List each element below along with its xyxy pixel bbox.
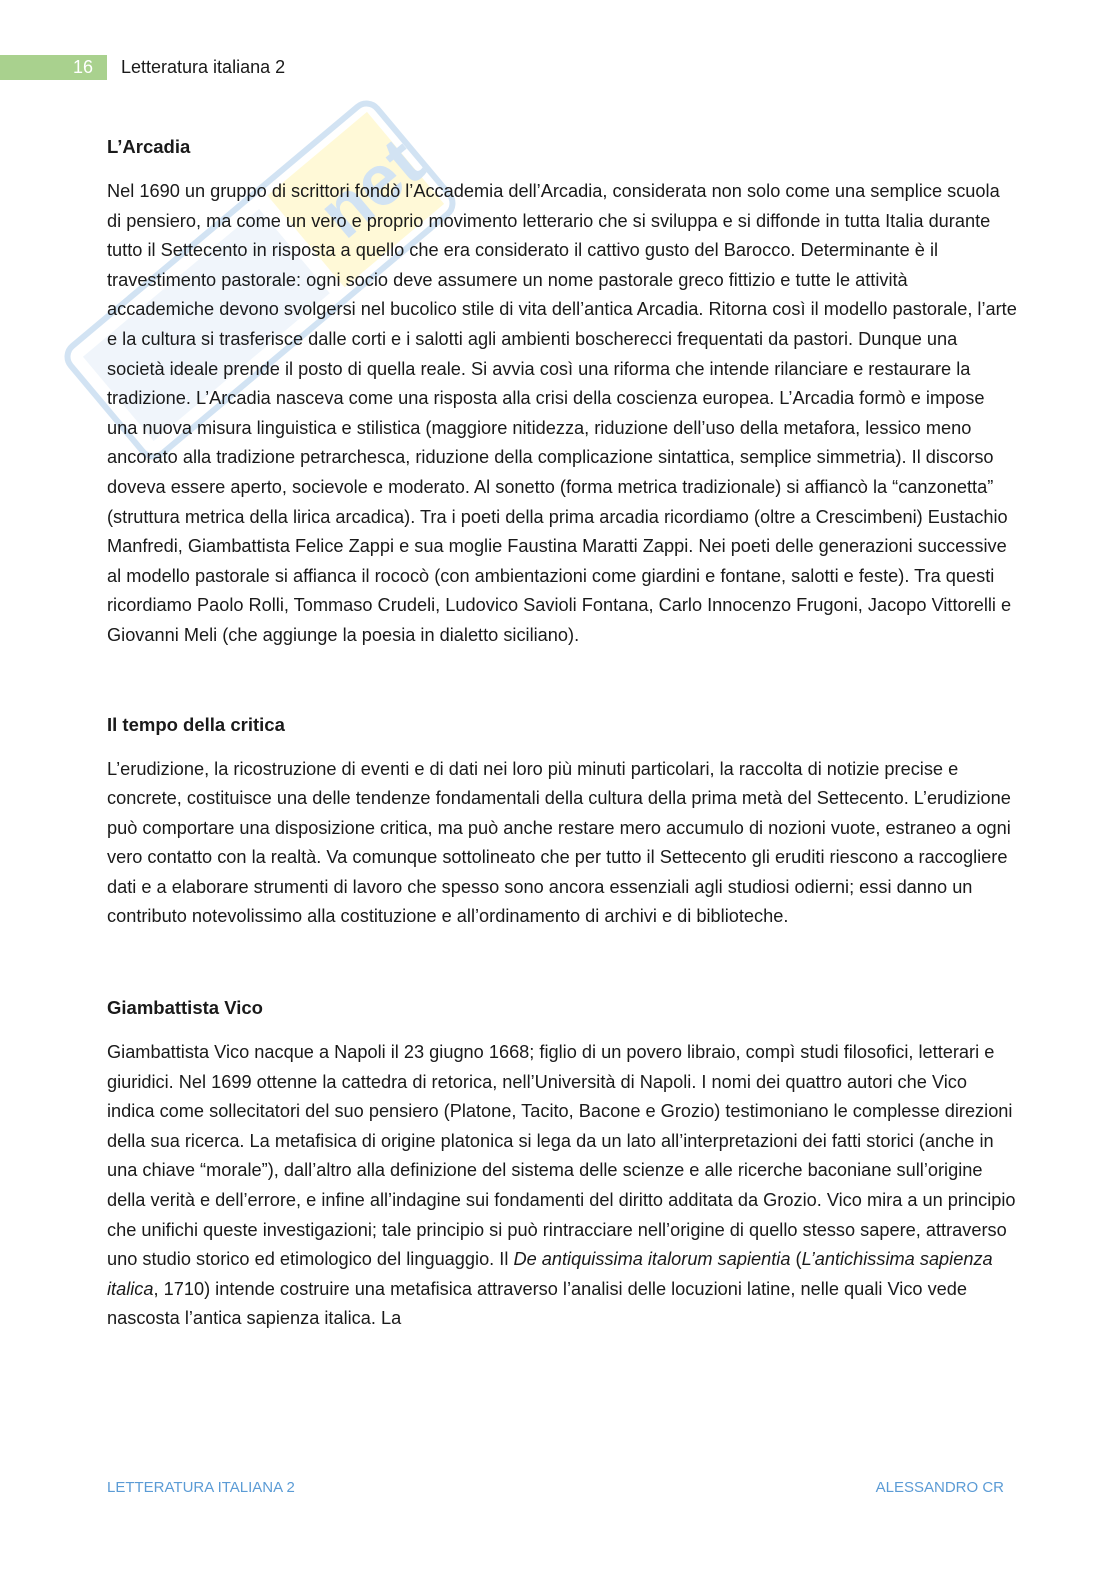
vico-text-part1: Giambattista Vico nacque a Napoli il 23 giugno 1668; figlio di un povero libraio, compì studi filosofici, letterari e giuridici. Nel 1699 ottenne la cattedra di retorica, nell’Università di Napoli. I nomi dei quattro autori che Vico indica come sollecitatori del suo pensiero (Platone, Tacito, Bacone e Grozio) testimoniano le complesse direzioni della sua ricerca. La metafisica di origine platonica si lega da un lato all’interpretazioni dei fatti storici (anche in una chiave “morale”), dall’altro alla definizione del sistema delle scienze e alle ricerche baconiane sull’origine della verità e dell’errore, e infine all’indagine sui fondamenti del diritto additata da Grozio. Vico mira a un principio che unifichi queste investigazioni; tale principio si può rintracciare nell’origine di quello stesso sapere, attraverso uno studio storico ed etimologico del linguaggio. Il [107, 1042, 1016, 1270]
vico-text-part3: , 1710) intende costruire una metafisica attraverso l’analisi delle locuzioni latine, nelle quali Vico vede nascosta l’antica sapienza italica. La [107, 1278, 968, 1329]
section-vico [107, 996, 1017, 1334]
page-number: 16 [0, 55, 107, 80]
section-tempo-critica [107, 713, 1017, 933]
section-heading-vico: Giambattista Vico [107, 997, 263, 1019]
vico-italic-title: De antiquissima italorum sapientia [513, 1249, 791, 1270]
watermark-brand-text: net [303, 122, 439, 254]
section-heading-tempo-critica: Il tempo della critica [107, 713, 285, 735]
paragraph-tempo-critica: L’erudizione, la ricostruzione di eventi e di dati nei loro più minuti particolari, la raccolta di notizie precise e concrete, costituisce una delle tendenze fondamentali della cultura della prima metà del Settecento. L’erudizione può comportare una disposizione critica, ma può anche restare mero accumulo di nozioni vuote, estraneo a ogni vero contatto con la realtà. Va comunque sottolineato che per tutto il Settecento gli eruditi riescono a raccogliere dati e a elaborare strumenti di lavoro che spesso sono ancora essenziali agli studiosi odierni; essi danno un contributo notevolissimo alla costituzione e all’ordinamento di archivi e di biblioteche. [107, 758, 1011, 927]
paragraph-vico [107, 1038, 1017, 1334]
footer-author: ALESSANDRO CR [875, 1479, 1004, 1496]
document-body [107, 135, 1017, 1334]
section-arcadia [107, 135, 1017, 651]
section-heading-arcadia: L’Arcadia [107, 136, 191, 157]
footer-course-title: LETTERATURA ITALIANA 2 [107, 1479, 295, 1496]
paragraph-arcadia: Nel 1690 un gruppo di scrittori fondò l’Accademia dell’Arcadia, considerata non solo come una semplice scuola di pensiero, ma come un vero e proprio movimento letterario che si sviluppa e si diffonde in tutta Italia durante tutto il Settecento in risposta a quello che era considerato il cattivo gusto del Barocco. Determinante è il travestimento pastorale: ogni socio deve assumere un nome pastorale greco fittizio e tutte le attività accademiche devono svolgersi nel bucolico stile di vita dell’antica Arcadia. Ritorna così il modello pastorale, l’arte e la cultura si trasferisce dalle corti e i salotti agli ambienti boscherecci frequentati da pastori. Dunque una società ideale prende il posto di quella reale. Si avvia così una riforma che intende rilanciare e restaurare la tradizione. L’Arcadia nasceva come una risposta alla crisi della coscienza europea. L’Arcadia formò e impose una nuova misura linguistica e stilistica (maggiore nitidezza, riduzione dell’uso della metafora, lessico meno ancorato alla tradizione petrarchesca, riduzione della complicazione sintattica, semplice simmetria). Il discorso doveva essere aperto, socievole e moderato. Al sonetto (forma metrica tradizionale) si affiancò la “canzonetta” (struttura metrica della lirica arcadica). Tra i poeti della prima arcadia ricordiamo (oltre a Crescimbeni) Eustachio Manfredi, Giambattista Felice Zappi e sua moglie Faustina Maratti Zappi. Nei poeti delle generazioni successive al modello pastorale si affianca il rococò (con ambientazioni come giardini e fontane, salotti e feste). Tra questi ricordiamo Paolo Rolli, Tommaso Crudeli, Ludovico Savioli Fontana, Carlo Innocenzo Frugoni, Jacopo Vittorelli e Giovanni Meli (che aggiunge la poesia in dialetto siciliano). [107, 181, 1017, 645]
vico-italic-subtitle: L’antichissima sapienza italica [107, 1249, 993, 1299]
running-header-title: Letteratura italiana 2 [121, 57, 286, 77]
vico-text-part2: ( [790, 1249, 802, 1270]
